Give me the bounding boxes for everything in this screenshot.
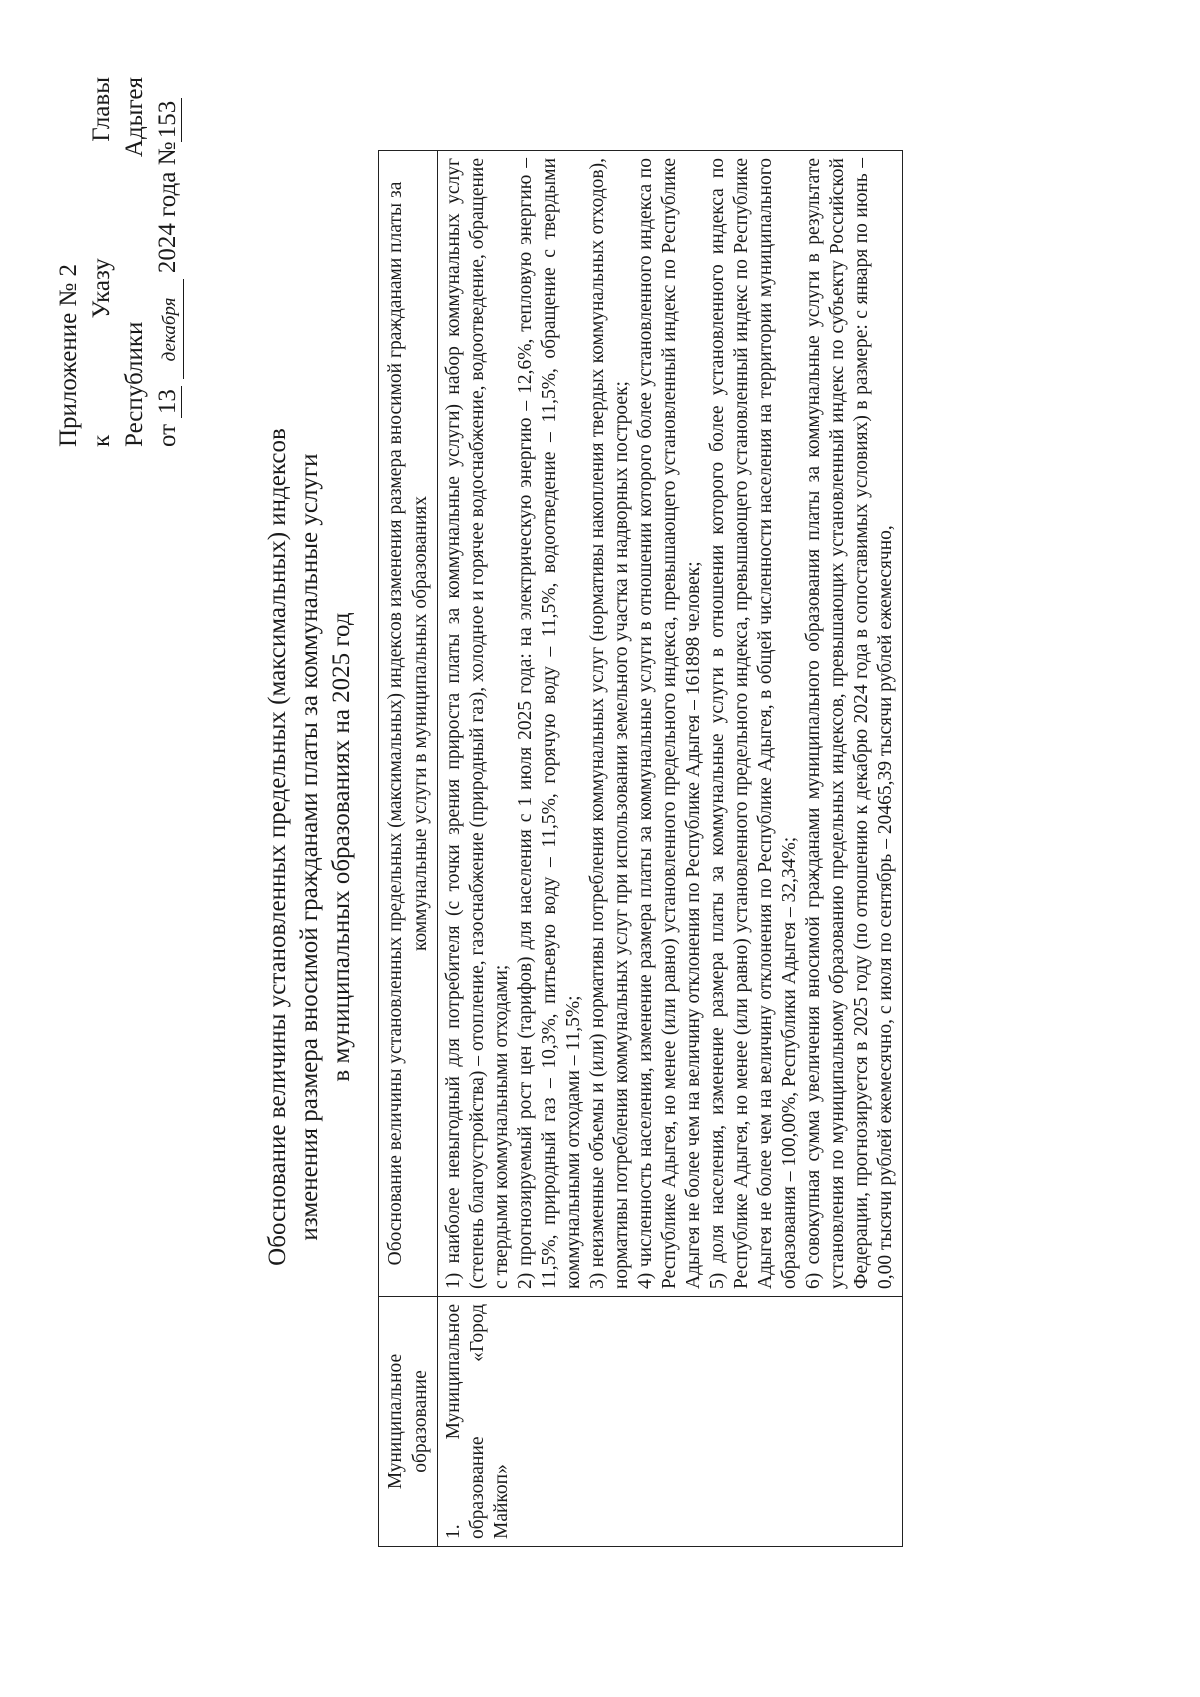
appendix-line-1: Приложение № 2 xyxy=(55,263,82,447)
date-prefix: от xyxy=(154,423,181,447)
justification-item-6: 6) совокупная сумма увеличения вносимой гражданами муниципального образования платы за коммунальные услуги в результате установления по муниципальному образованию предельных индексов, превышающих установленный индекс по субъекту Российской Федерации, прогнозируется в 2025 году (по отношению к декабрю 2024 года в сопоставимых условиях) в размере: с января по июнь – 0,00 тысячи рублей ежемесячно, с июля по сентябрь – 20465,39 тысячи рублей ежемесячно, xyxy=(803,158,896,1289)
appendix-line-2 xyxy=(85,77,118,447)
justification-table xyxy=(378,150,903,1547)
document-title xyxy=(262,147,358,1547)
justification-item-4: 4) численность населения, изменение размера платы за коммунальные услуги в отношении которого более установленного индекса по Республике Адыгея, но менее (или равно) установленного предельного индекса, превышающего установленный индекс по Республике Адыгея не более чем на величину отклонения по Республике Адыгея – 161898 человек; xyxy=(635,158,704,1289)
appendix-line-3 xyxy=(118,77,151,447)
doc-number: 153 xyxy=(155,98,182,142)
justification-item-3: 3) неизменные объемы и (или) нормативы потребления коммунальных услуг (нормативы накопления твердых коммунальных отходов), нормативы потребления коммунальных услуг при использовании земельного участка и надворных построек; xyxy=(587,158,632,1289)
justification-item-5: 5) доля населения, изменение размера платы за коммунальные услуги в отношении которого более установленного индекса по Республике Адыгея, но менее (или равно) установленного предельного индекса, превышающего установленный индекс по Республике Адыгея не более чем на величину отклонения по Республике Адыгея, в общей численности населения на территории муниципального образования – 100,00%, Республики Адыгея – 32,34%; xyxy=(707,158,800,1289)
municipality-cell: 1. Муниципальное образование «Город Майкоп» xyxy=(438,1297,903,1547)
date-month: декабря xyxy=(157,279,184,379)
appendix-date-line xyxy=(151,77,184,447)
appendix-ukazu: Указу xyxy=(88,258,115,319)
date-year: 2024 года № xyxy=(154,141,181,274)
title-line-2: изменения размера вносимой гражданами платы за коммунальные услуги xyxy=(296,453,323,1241)
appendix-block xyxy=(52,77,184,447)
appendix-adygeya: Адыгея xyxy=(121,77,148,158)
table-row xyxy=(438,151,903,1547)
appendix-k: к xyxy=(88,434,115,447)
justification-item-1: 1) наиболее невыгодный для потребителя (с точки зрения прироста платы за коммунальные услуги) набор коммунальных услуг (степень благоустройства) – отопление, газоснабжение (природный газ), холодное и горячее водоснабжение, водоотведение, обращение с твердыми коммунальными отходами; xyxy=(443,158,512,1289)
appendix-respubliki: Республики xyxy=(121,321,148,447)
table-header-row xyxy=(379,151,438,1547)
title-line-3: в муниципальных образованиях на 2025 год xyxy=(328,612,355,1082)
justification-item-2: 2) прогнозируемый рост цен (тарифов) для населения с 1 июля 2025 года: на электрическую энергию – 12,6%, тепловую энергию – 11,5%, природный газ – 10,3%, питьевую воду – 11,5%, горячую воду – 11,5%, водоотведение – 11,5%, обращение с твердыми коммунальными отходами – 11,5%; xyxy=(515,158,584,1289)
header-municipality: Муниципальное образование xyxy=(379,1297,438,1547)
justification-cell xyxy=(438,151,903,1297)
appendix-glavy: Главы xyxy=(88,77,115,142)
date-day: 13 xyxy=(155,386,182,418)
title-line-1: Обоснование величины установленных предельных (максимальных) индексов xyxy=(264,428,291,1266)
header-justification: Обоснование величины установленных предельных (максимальных) индексов изменения размера вносимой гражданами платы за коммунальные услуги в муниципальных образованиях xyxy=(379,151,438,1297)
